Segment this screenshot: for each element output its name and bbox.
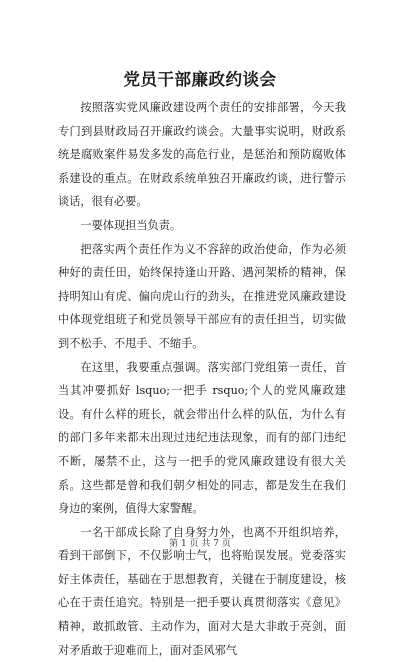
page-title: 党员干部廉政约谈会 [123, 70, 277, 89]
paragraph: 把落实两个责任作为义不容辞的政治使命，作为必须种好的责任田，始终保持逢山开路、遇河架桥的精神，保持明知山有虎、偏向虎山行的劲头，在推进党风廉政建设中体现党组班子和党员领导干部应有的责任担当，切实做到不松手、不甩手、不缩手。 [58, 242, 346, 350]
paragraph: 在这里，我要重点强调。落实部门党组第一责任，首当其冲要抓好 lsquo;一把手 rsquo;个人的党风廉政建设。有什么样的班长，就会带出什么样的队伍，为什么有的部门多年来都未出现过违纪违法现象，而有的部门违纪不断，屡禁不止，这与一把手的党风廉政建设有很大关系。这些都是曾和我们朝夕相处的同志，都是发生在我们身边的案例，值得大家警醒。 [58, 360, 346, 516]
paragraph: 一名干部成长除了自身努力外，也离不开组织培养，看到干部倒下，不仅影响士气，也将贻误发展。党委落实好主体责任，基础在于思想教育，关键在于制度建设，核心在于责任追究。特别是一把手要认真贯彻落实《意见》精神，敢抓敢管、主动作为，面对大是大非敢于亮剑，面对矛盾敢于迎难而上，面对歪风邪气 [58, 525, 346, 657]
paragraph: 按照落实党风廉政建设两个责任的安排部署，今天我专门到县财政局召开廉政约谈会。大量事实说明，财政系统是腐败案件易发多发的高危行业，是惩治和预防腐败体系建设的重点。在财政系统单独召开廉政约谈，进行警示谈话，很有必要。 [58, 101, 346, 209]
page-footer: 第 1 页 共 7 页 [169, 539, 231, 549]
paragraph: 一要体现担当负责。 [80, 218, 182, 232]
document-body [58, 96, 346, 662]
